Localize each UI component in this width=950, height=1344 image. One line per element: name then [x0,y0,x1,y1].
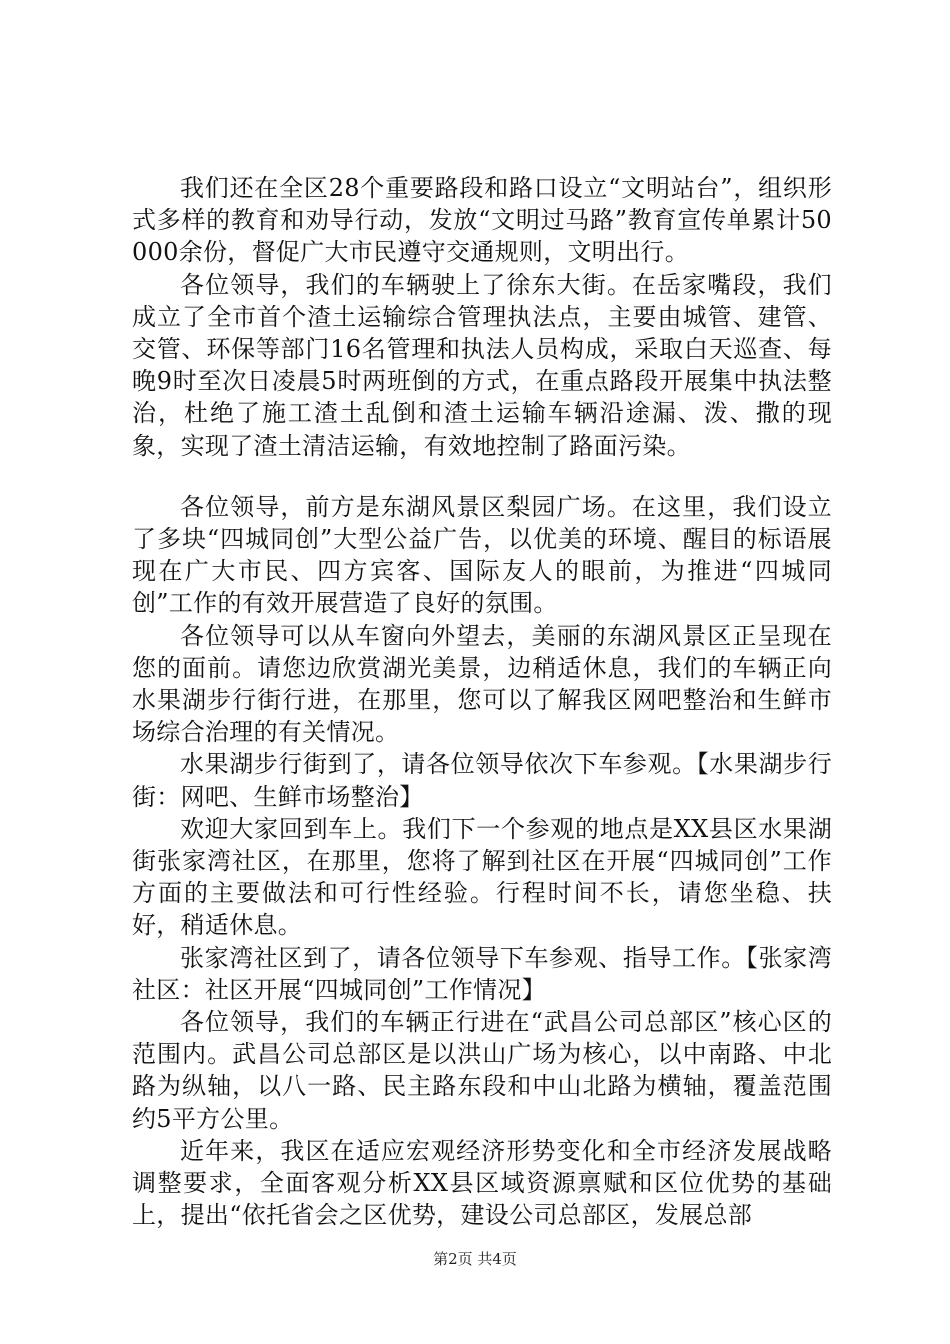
paragraph-fruit-lake-arrival: 水果湖步行街到了，请各位领导依次下车参观。【水果湖步行街：网吧、生鲜市场整治】 [132,750,832,811]
paragraph-xudong-street: 各位领导，我们的车辆驶上了徐东大街。在岳家嘴段，我们成立了全市首个渣土运输综合管理执法点，主要由城管、建管、交管、环保等部门16名管理和执法人员构成，采取白天巡查、每晚9时至次日凌晨5时两班倒的方式，在重点路段开展集中执法整治，杜绝了施工渣土乱倒和渣土运输车辆沿途漏、泼、撒的现象，实现了渣土清洁运输，有效地控制了路面污染。 [132,270,832,460]
paragraph-zhangjiawan-arrival: 张家湾社区到了，请各位领导下车参观、指导工作。【张家湾社区：社区开展“四城同创”工作情况】 [132,943,832,1004]
paragraph-headquarters-zone: 各位领导，我们的车辆正行进在“武昌公司总部区”核心区的范围内。武昌公司总部区是以洪山广场为核心，以中南路、中北路为纵轴，以八一路、民主路东段和中山北路为横轴，覆盖范围约5平方公里。 [132,1008,832,1133]
page-number-footer: 第2页 共4页 [433,1250,517,1268]
paragraph-recent-years: 近年来，我区在适应宏观经济形势变化和全市经济发展战略调整要求，全面客观分析XX县区域资源禀赋和区位优势的基础上，提出“依托省会之区优势，建设公司总部区，发展总部 [132,1136,832,1230]
paragraph-liyuan-square: 各位领导，前方是东湖风景区梨园广场。在这里，我们设立了多块“四城同创”大型公益广告，以优美的环境、醒目的标语展现在广大市民、四方宾客、国际友人的眼前，为推进“四城同创”工作的有效开展营造了良好的氛围。 [132,492,832,618]
paragraph-civilized-stations: 我们还在全区28个重要路段和路口设立“文明站台”，组织形式多样的教育和劝导行动，发放“文明过马路”教育宣传单累计50000余份，督促广大市民遵守交通规则，文明出行。 [132,174,832,267]
document-body [132,172,832,1232]
paragraph-east-lake-view: 各位领导可以从车窗向外望去，美丽的东湖风景区正呈现在您的面前。请您边欣赏湖光美景，边稍适休息，我们的车辆正向水果湖步行街行进，在那里，您可以了解我区网吧整治和生鲜市场综合治理的有关情况。 [132,621,832,747]
paragraph-welcome-back: 欢迎大家回到车上。我们下一个参观的地点是XX县区水果湖街张家湾社区，在那里，您将了解到社区在开展“四城同创”工作方面的主要做法和可行性经验。行程时间不长，请您坐稳、扶好，稍适休息。 [132,814,832,940]
